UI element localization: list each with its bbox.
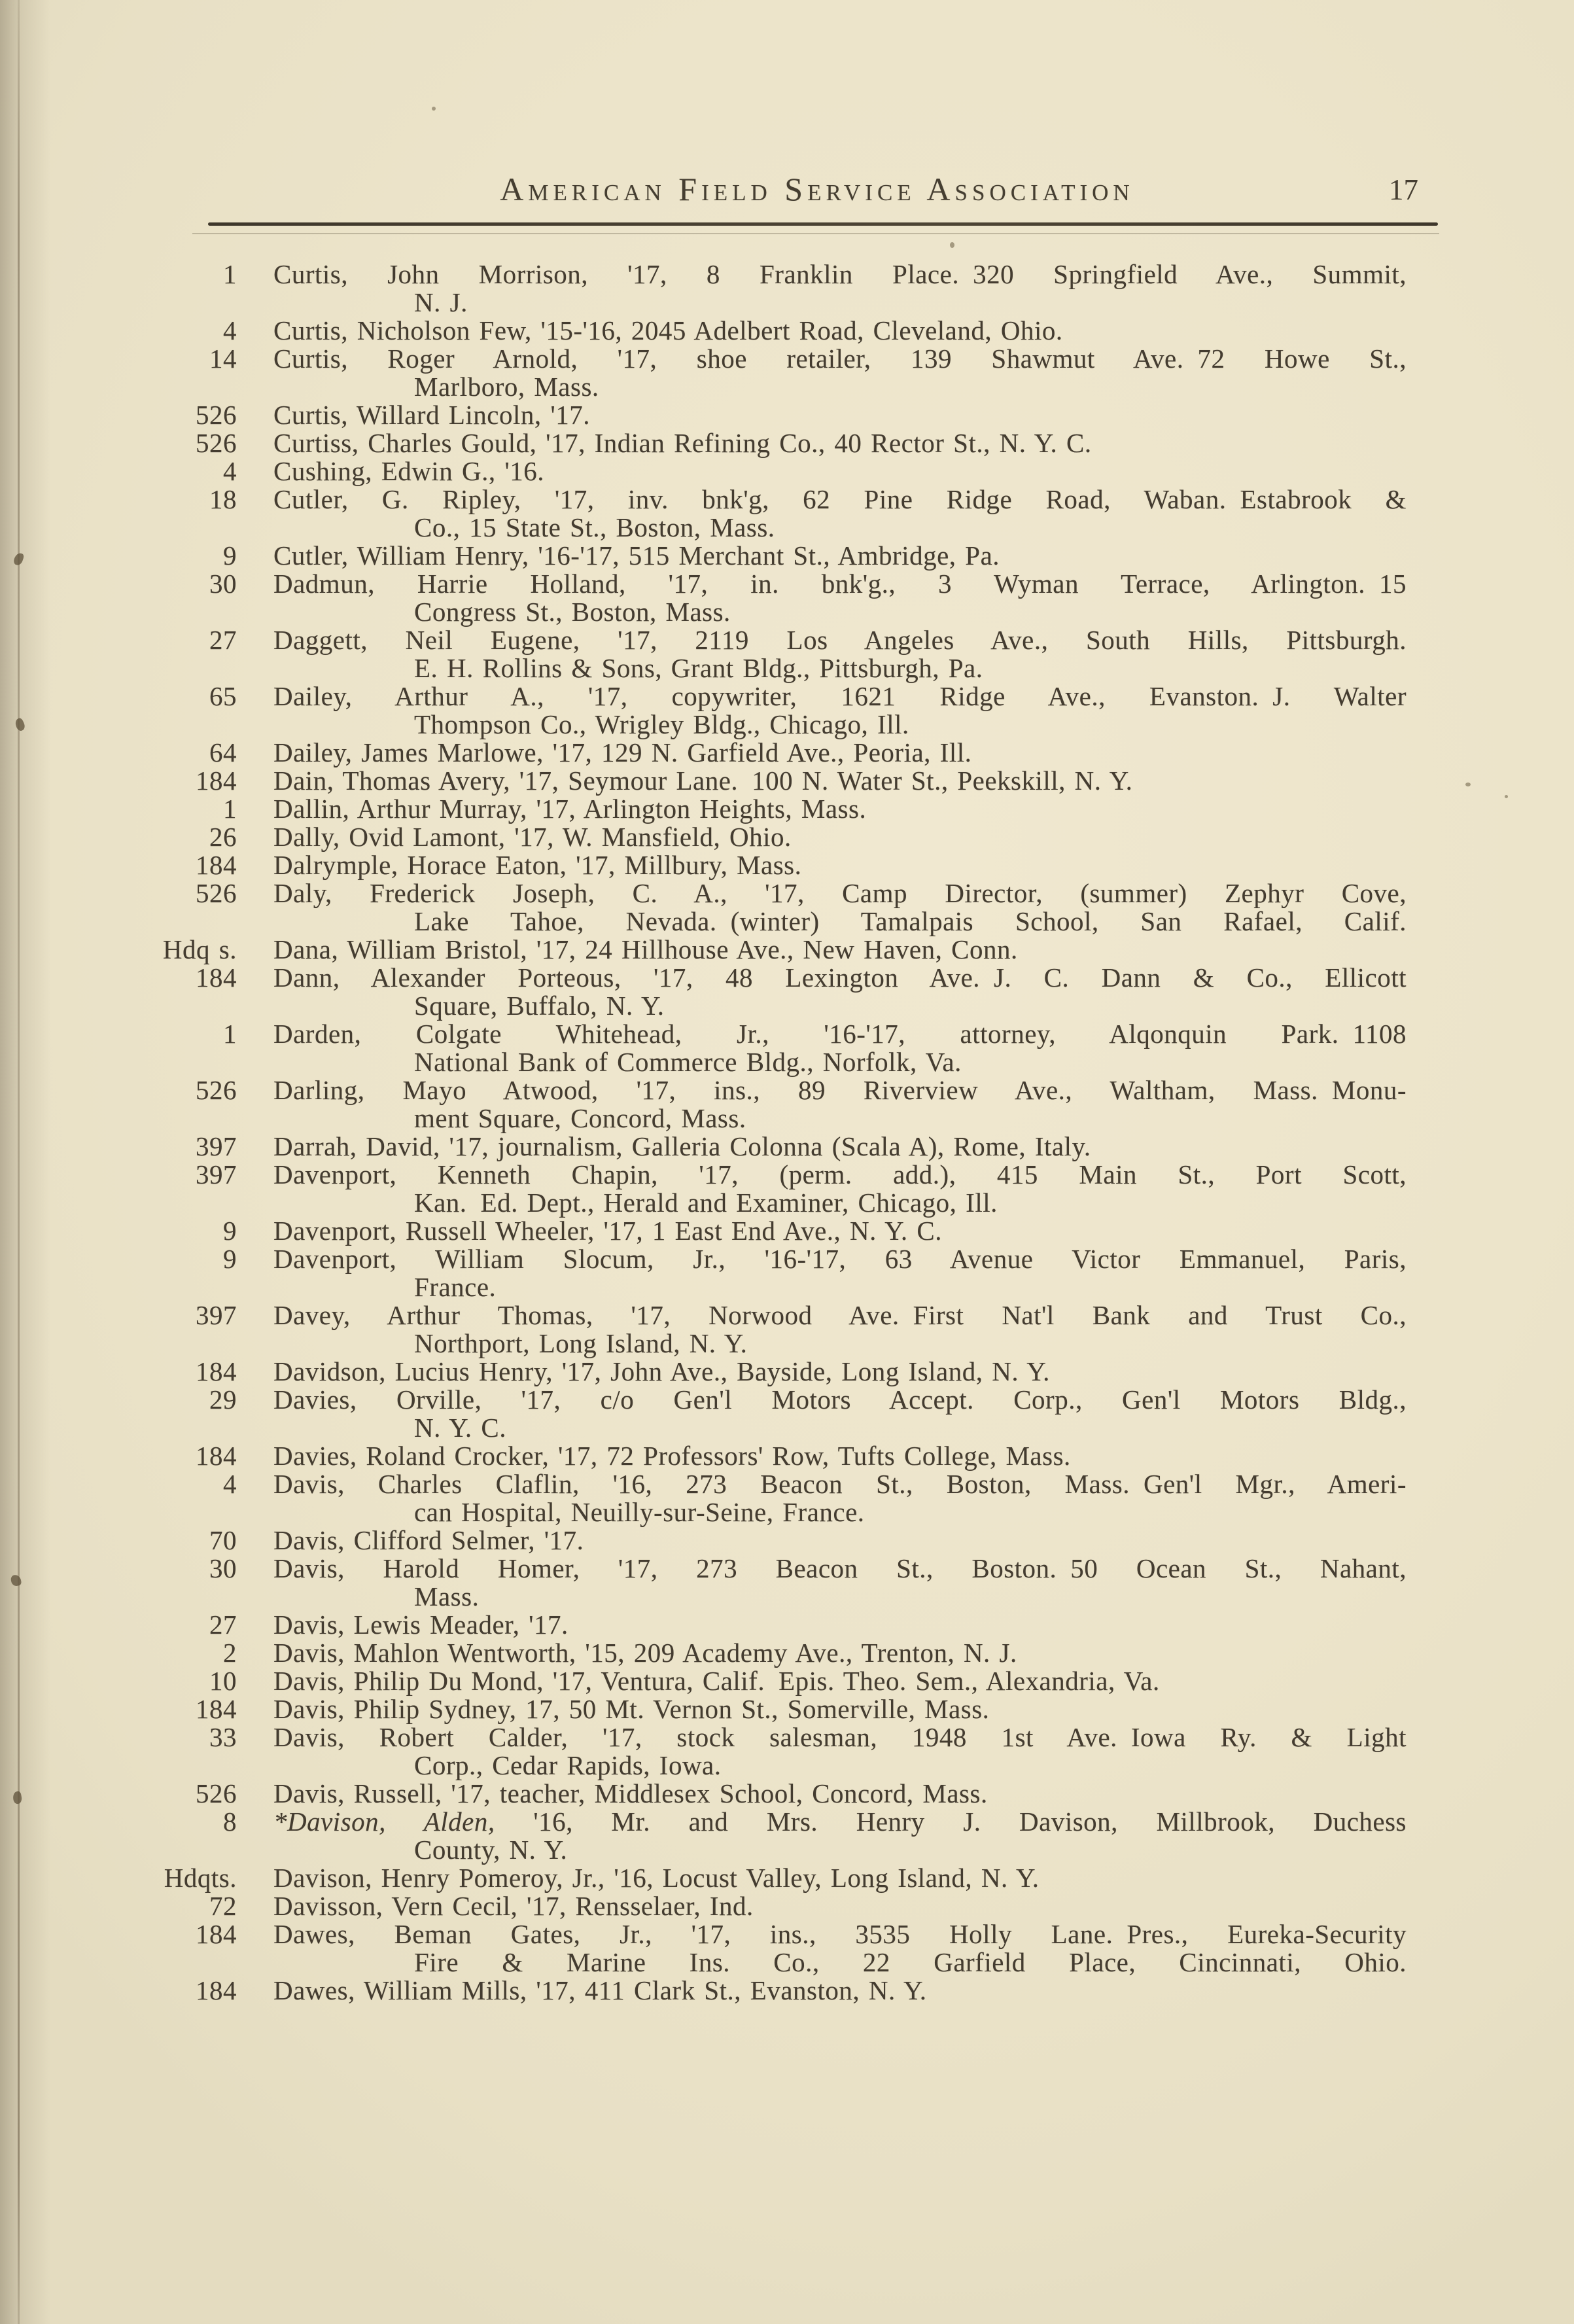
entry-text-line: E. H. Rollins & Sons, Grant Bldg., Pittsburgh, Pa.: [414, 653, 983, 683]
entry-text-line: Co., 15 State St., Boston, Mass.: [414, 512, 775, 542]
entry-number: 30: [209, 1553, 237, 1583]
entry-number: 526: [196, 428, 237, 458]
directory-entry: [164, 1442, 1407, 1470]
entry-number: 9: [223, 1216, 237, 1246]
directory-entry: [164, 1667, 1407, 1695]
entry-text-line: Davis, Charles Claflin, '16, 273 Beacon St., Boston, Mass. Gen'l Mgr., Ameri-: [273, 1469, 1407, 1499]
entry-text-line: ment Square, Concord, Mass.: [414, 1103, 746, 1133]
directory-entry: [164, 1723, 1407, 1780]
entry-number: 184: [196, 1975, 237, 2005]
entry-text-line: Davisson, Vern Cecil, '17, Rensselaer, Ind.: [273, 1891, 754, 1921]
directory-entry: [164, 682, 1407, 739]
entry-text: [273, 767, 1407, 795]
entry-number: 526: [196, 1075, 237, 1105]
directory-entry: [164, 879, 1407, 936]
entry-number: 26: [209, 822, 237, 852]
entry-text-line: Davidson, Lucius Henry, '17, John Ave., Bayside, Long Island, N. Y.: [273, 1356, 1050, 1386]
entry-text-line: County, N. Y.: [414, 1835, 568, 1865]
entry-text: [273, 1920, 1407, 1977]
directory-entry: [164, 936, 1407, 964]
entry-text-line: Mass.: [414, 1581, 480, 1611]
entry-number: 10: [209, 1666, 237, 1696]
entry-text-line: Darling, Mayo Atwood, '17, ins., 89 Riverview Ave., Waltham, Mass. Monu-: [273, 1075, 1407, 1105]
directory-entry: [164, 1358, 1407, 1386]
entry-text: [273, 795, 1407, 823]
entry-number: 8: [223, 1806, 237, 1837]
entry-number: 33: [209, 1722, 237, 1752]
entry-number: 526: [196, 1778, 237, 1808]
entry-number: 526: [196, 878, 237, 908]
entry-text: [273, 1076, 1407, 1133]
directory-entry: [164, 767, 1407, 795]
entry-text-line: Dailey, James Marlowe, '17, 129 N. Garfield Ave., Peoria, Ill.: [273, 737, 972, 767]
entry-number: 184: [196, 766, 237, 796]
entry-text: [273, 1892, 1407, 1920]
entry-text: [273, 1358, 1407, 1386]
entry-text-line: Davies, Roland Crocker, '17, 72 Professors' Row, Tufts College, Mass.: [273, 1441, 1071, 1471]
stitch-mark: [12, 1791, 22, 1805]
stitch-mark: [14, 717, 27, 732]
entry-text-line: Daly, Frederick Joseph, C. A., '17, Camp Director, (summer) Zephyr Cove,: [273, 878, 1407, 908]
directory-entry: [164, 1470, 1407, 1526]
entry-text-line: Cutler, William Henry, '16-'17, 515 Merchant St., Ambridge, Pa.: [273, 540, 1000, 571]
entry-text-line: Curtis, Nicholson Few, '15-'16, 2045 Adelbert Road, Cleveland, Ohio.: [273, 315, 1063, 345]
entry-number: 29: [209, 1384, 237, 1415]
directory-entry: [164, 260, 1407, 317]
entry-text-line: France.: [414, 1272, 497, 1302]
entry-number: 397: [196, 1300, 237, 1330]
entry-number: 184: [196, 1356, 237, 1386]
entry-text: [273, 1667, 1407, 1695]
entry-text: [273, 317, 1407, 345]
directory-entry: [164, 401, 1407, 429]
entry-text-line: Dawes, William Mills, '17, 411 Clark St., Evanston, N. Y.: [273, 1975, 927, 2005]
entry-number: 4: [223, 1469, 237, 1499]
entry-number: 4: [223, 456, 237, 486]
entry-text: [273, 964, 1407, 1020]
entry-number: 184: [196, 850, 237, 880]
entry-text: [273, 1442, 1407, 1470]
entry-text: [273, 739, 1407, 767]
entry-text: [273, 1245, 1407, 1301]
entry-text-line: Dana, William Bristol, '17, 24 Hillhouse Ave., New Haven, Conn.: [273, 934, 1018, 964]
directory-entry: [164, 1301, 1407, 1358]
entry-text-line: Fire & Marine Ins. Co., 22 Garfield Place, Cincinnati, Ohio.: [414, 1947, 1407, 1977]
directory-entry: [164, 1864, 1407, 1892]
entry-number: 397: [196, 1159, 237, 1189]
directory-entry: [164, 1695, 1407, 1723]
entry-text: [273, 1977, 1407, 2005]
entry-text-line: Davenport, William Slocum, Jr., '16-'17, 63 Avenue Victor Emmanuel, Paris,: [273, 1244, 1407, 1274]
entry-number: 9: [223, 540, 237, 571]
entry-text-line: Darden, Colgate Whitehead, Jr., '16-'17, attorney, Alqonquin Park. 1108: [273, 1019, 1407, 1049]
entry-text-line: Congress St., Boston, Mass.: [414, 597, 731, 627]
directory-entry: [164, 317, 1407, 345]
entry-text-line: Northport, Long Island, N. Y.: [414, 1328, 748, 1358]
entry-text: [273, 429, 1407, 457]
entry-text-line: Curtiss, Charles Gould, '17, Indian Refining Co., 40 Rector St., N. Y. C.: [273, 428, 1092, 458]
entry-text: [273, 1386, 1407, 1442]
entry-text: [273, 570, 1407, 626]
entry-text-line: Davis, Clifford Selmer, '17.: [273, 1525, 584, 1555]
entry-number: 18: [209, 484, 237, 514]
entry-number: 70: [209, 1525, 237, 1555]
entry-number: 1: [223, 794, 237, 824]
entry-text: [273, 1133, 1407, 1161]
directory-entry: [164, 795, 1407, 823]
entry-text-line: N. J.: [414, 287, 468, 317]
entry-text: [273, 1780, 1407, 1808]
entry-text: [273, 1217, 1407, 1245]
entry-text-line: Marlboro, Mass.: [414, 372, 599, 402]
entry-text-line: Curtis, Roger Arnold, '17, shoe retailer, 139 Shawmut Ave. 72 Howe St.,: [273, 343, 1407, 374]
directory-entry: [164, 626, 1407, 682]
entry-number: 9: [223, 1244, 237, 1274]
directory-list: [164, 260, 1407, 2005]
page-number: 17: [1389, 173, 1418, 206]
entry-text: [273, 345, 1407, 401]
directory-entry: [164, 1808, 1407, 1864]
entry-text-line: Davis, Harold Homer, '17, 273 Beacon St., Boston. 50 Ocean St., Nahant,: [273, 1553, 1407, 1583]
entry-text-line: Davis, Philip Sydney, 17, 50 Mt. Vernon St., Somerville, Mass.: [273, 1694, 990, 1724]
entry-text-line: Thompson Co., Wrigley Bldg., Chicago, Ill.: [414, 709, 909, 739]
directory-entry: [164, 1611, 1407, 1639]
entry-text: [273, 1639, 1407, 1667]
directory-entry: [164, 1780, 1407, 1808]
entry-number: 65: [209, 681, 237, 711]
entry-text: [273, 1864, 1407, 1892]
entry-number: 184: [196, 1694, 237, 1724]
directory-entry: [164, 1526, 1407, 1555]
directory-entry: [164, 851, 1407, 879]
entry-text: [273, 1020, 1407, 1076]
entry-text-line: Davison, Henry Pomeroy, Jr., '16, Locust Valley, Long Island, N. Y.: [273, 1863, 1040, 1893]
entry-text-line: Davies, Orville, '17, c/o Gen'l Motors Accept. Corp., Gen'l Motors Bldg.,: [273, 1384, 1407, 1415]
entry-number: 4: [223, 315, 237, 345]
entry-text: [273, 1526, 1407, 1555]
directory-entry: [164, 1977, 1407, 2005]
header-rule: [208, 222, 1438, 226]
entry-text: [273, 1723, 1407, 1780]
directory-entry: [164, 1020, 1407, 1076]
entry-text: [273, 260, 1407, 317]
directory-entry: [164, 1245, 1407, 1301]
entry-number: 27: [209, 1610, 237, 1640]
directory-entry: [164, 823, 1407, 851]
entry-number: 14: [209, 343, 237, 374]
entry-text: [273, 1555, 1407, 1611]
entry-text-line: Curtis, Willard Lincoln, '17.: [273, 400, 590, 430]
directory-entry: [164, 1639, 1407, 1667]
directory-entry: [164, 1555, 1407, 1611]
entry-text: [273, 1611, 1407, 1639]
entry-text-line: Kan. Ed. Dept., Herald and Examiner, Chicago, Ill.: [414, 1188, 998, 1218]
directory-entry: [164, 457, 1407, 485]
entry-text: [273, 542, 1407, 570]
entry-text-line: Lake Tahoe, Nevada. (winter) Tamalpais School, San Rafael, Calif.: [414, 906, 1407, 936]
entry-text: [273, 823, 1407, 851]
entry-number: 27: [209, 625, 237, 655]
entry-text-line: Darrah, David, '17, journalism, Galleria Colonna (Scala A), Rome, Italy.: [273, 1131, 1091, 1161]
binding-crease: [18, 0, 20, 2324]
entry-text-line: Davey, Arthur Thomas, '17, Norwood Ave. First Nat'l Bank and Trust Co.,: [273, 1300, 1407, 1330]
directory-entry: [164, 1920, 1407, 1977]
entry-text-line: N. Y. C.: [414, 1413, 507, 1443]
entry-text: [273, 682, 1407, 739]
entry-text-line: Cutler, G. Ripley, '17, inv. bnk'g, 62 Pine Ridge Road, Waban. Estabrook &: [273, 484, 1407, 514]
entry-text: [273, 626, 1407, 682]
entry-number: Hdq s.: [162, 934, 237, 964]
scan-speck: [1505, 795, 1508, 798]
entry-number: 72: [209, 1891, 237, 1921]
directory-entry: [164, 345, 1407, 401]
entry-text-line: Corp., Cedar Rapids, Iowa.: [414, 1750, 722, 1780]
scan-speck: [950, 242, 954, 248]
entry-number: 526: [196, 400, 237, 430]
entry-text-line: Davis, Robert Calder, '17, stock salesman, 1948 1st Ave. Iowa Ry. & Light: [273, 1722, 1407, 1752]
entry-text: [273, 1470, 1407, 1526]
entry-text-line: Davenport, Russell Wheeler, '17, 1 East End Ave., N. Y. C.: [273, 1216, 943, 1246]
header-rule-echo: [192, 233, 1439, 234]
entry-text-line: Dann, Alexander Porteous, '17, 48 Lexington Ave. J. C. Dann & Co., Ellicott: [273, 962, 1407, 993]
entry-text: [273, 485, 1407, 542]
entry-text-line: Dally, Ovid Lamont, '17, W. Mansfield, Ohio.: [273, 822, 792, 852]
entry-text: [273, 457, 1407, 485]
entry-text-line: Dawes, Beman Gates, Jr., '17, ins., 3535 Holly Lane. Pres., Eureka-Security: [273, 1919, 1407, 1949]
stitch-mark: [12, 552, 24, 566]
directory-entry: [164, 485, 1407, 542]
entry-text-line: Davis, Lewis Meader, '17.: [273, 1610, 568, 1640]
entry-number: 2: [223, 1638, 237, 1668]
entry-text: [273, 1301, 1407, 1358]
entry-name-italic: *Davison, Alden,: [273, 1806, 495, 1837]
entry-text-line: National Bank of Commerce Bldg., Norfolk, Va.: [414, 1047, 962, 1077]
directory-entry: [164, 1076, 1407, 1133]
entry-number: 64: [209, 737, 237, 767]
entry-text: [273, 879, 1407, 936]
page-title: American Field Service Association: [500, 171, 1134, 207]
entry-text-line: Davenport, Kenneth Chapin, '17, (perm. add.), 415 Main St., Port Scott,: [273, 1159, 1407, 1189]
entry-number: Hdqts.: [164, 1863, 237, 1893]
page-header: [209, 169, 1425, 215]
entry-number: 184: [196, 962, 237, 993]
scan-speck: [1465, 783, 1471, 786]
entry-text-line: Cushing, Edwin G., '16.: [273, 456, 544, 486]
directory-entry: [164, 964, 1407, 1020]
entry-text-line: Dain, Thomas Avery, '17, Seymour Lane. 100 N. Water St., Peekskill, N. Y.: [273, 766, 1133, 796]
entry-text-line: Dallin, Arthur Murray, '17, Arlington Heights, Mass.: [273, 794, 867, 824]
stitch-mark: [10, 1574, 22, 1587]
entry-text-line: Davis, Russell, '17, teacher, Middlesex School, Concord, Mass.: [273, 1778, 988, 1808]
entry-text: [273, 1695, 1407, 1723]
directory-entry: [164, 1386, 1407, 1442]
page-edge-shadow: [0, 0, 51, 2324]
directory-entry: [164, 739, 1407, 767]
entry-text-line: Curtis, John Morrison, '17, 8 Franklin Place. 320 Springfield Ave., Summit,: [273, 259, 1407, 289]
directory-entry: [164, 429, 1407, 457]
directory-entry: [164, 542, 1407, 570]
entry-text: [273, 936, 1407, 964]
directory-entry: [164, 1892, 1407, 1920]
entry-number: 1: [223, 1019, 237, 1049]
entry-text-line: can Hospital, Neuilly-sur-Seine, France.: [414, 1497, 865, 1527]
entry-number: 184: [196, 1441, 237, 1471]
entry-text-line: Dalrymple, Horace Eaton, '17, Millbury, Mass.: [273, 850, 802, 880]
directory-entry: [164, 570, 1407, 626]
entry-text-line: *Davison, Alden, '16, Mr. and Mrs. Henry J. Davison, Millbrook, Duchess: [273, 1806, 1407, 1837]
entry-text-line: Square, Buffalo, N. Y.: [414, 991, 665, 1021]
entry-text-line: Dadmun, Harrie Holland, '17, in. bnk'g., 3 Wyman Terrace, Arlington. 15: [273, 569, 1407, 599]
entry-number: 30: [209, 569, 237, 599]
directory-entry: [164, 1217, 1407, 1245]
entry-number: 184: [196, 1919, 237, 1949]
entry-text-line: Dailey, Arthur A., '17, copywriter, 1621 Ridge Ave., Evanston. J. Walter: [273, 681, 1407, 711]
entry-text: [273, 401, 1407, 429]
scan-speck: [432, 107, 436, 111]
entry-number: 397: [196, 1131, 237, 1161]
entry-text-line: Davis, Mahlon Wentworth, '15, 209 Academy Ave., Trenton, N. J.: [273, 1638, 1017, 1668]
entry-text: [273, 851, 1407, 879]
entry-text-line: Daggett, Neil Eugene, '17, 2119 Los Angeles Ave., South Hills, Pittsburgh.: [273, 625, 1407, 655]
directory-entry: [164, 1161, 1407, 1217]
entry-text-line: Davis, Philip Du Mond, '17, Ventura, Calif. Epis. Theo. Sem., Alexandria, Va.: [273, 1666, 1160, 1696]
entry-number: 1: [223, 259, 237, 289]
directory-entry: [164, 1133, 1407, 1161]
entry-text: [273, 1808, 1407, 1864]
entry-text: [273, 1161, 1407, 1217]
